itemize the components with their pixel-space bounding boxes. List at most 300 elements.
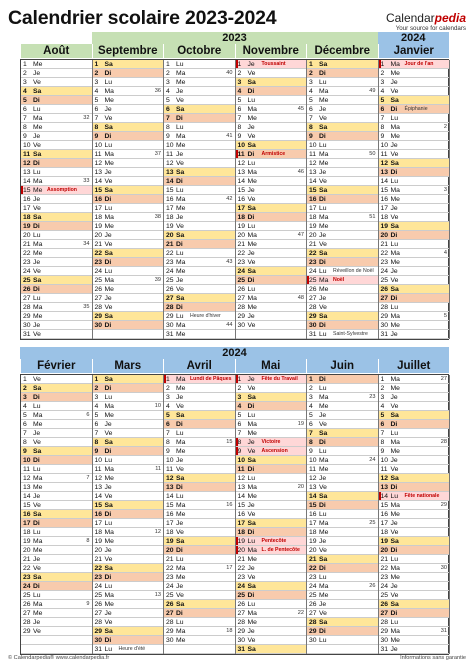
day-number: 31 (237, 646, 246, 653)
day-cell (379, 195, 450, 204)
day-number: 4 (380, 403, 385, 410)
day-cell (21, 213, 92, 222)
weekday-label: Lu (104, 583, 113, 590)
day-cell (93, 150, 164, 159)
day-number: 17 (94, 520, 103, 527)
day-cell (21, 303, 92, 312)
day-number: 21 (380, 556, 389, 563)
day-cell (21, 141, 92, 150)
weekday-label: Lu (247, 160, 256, 167)
day-cell (164, 222, 235, 231)
weekday-label: Ve (104, 430, 113, 437)
day-cell (236, 69, 307, 78)
weekday-label: Ve (176, 286, 184, 293)
day-cell (236, 177, 307, 186)
day-cell (236, 294, 307, 303)
day-number: 11 (94, 466, 102, 473)
day-number: 14 (237, 493, 246, 500)
day-number: 25 (166, 592, 174, 599)
day-cell (21, 411, 92, 420)
week-number: 12 (154, 529, 161, 535)
weekday-label: Sa (33, 151, 42, 158)
day-cell (307, 123, 378, 132)
weekday-label: Ma (176, 628, 186, 635)
day-number: 6 (166, 421, 170, 428)
day-number: 7 (309, 115, 313, 122)
day-number: 10 (94, 142, 103, 149)
day-cell (379, 627, 450, 636)
weekday-label: Di (390, 232, 398, 239)
day-number: 5 (309, 412, 313, 419)
day-number: 13 (94, 169, 103, 176)
day-cell (21, 204, 92, 213)
day-number: 8 (237, 124, 242, 131)
day-number: 19 (166, 223, 174, 230)
week-number: 3 (443, 187, 447, 193)
weekday-label: Lu (176, 313, 184, 320)
day-number: 19 (380, 223, 389, 230)
weekday-label: Je (390, 457, 398, 464)
month-column (236, 375, 308, 654)
week-number: 8 (86, 538, 90, 544)
day-number: 8 (166, 439, 170, 446)
week-number: 40 (226, 70, 233, 76)
day-cell (379, 393, 450, 402)
day-cell (93, 636, 164, 645)
day-cell (21, 420, 92, 429)
weekday-label: Lu (176, 250, 184, 257)
weekday-label: Ma (390, 376, 400, 383)
day-number: 22 (380, 250, 389, 257)
weekday-label: Ve (247, 637, 256, 644)
day-number: 2 (166, 385, 170, 392)
holiday-label: Épiphanie (404, 106, 428, 112)
weekday-label: Di (104, 322, 112, 329)
day-cell (21, 258, 92, 267)
weekday-label: Sa (247, 205, 256, 212)
weekday-label: Lu (33, 232, 41, 239)
day-number: 1 (94, 61, 99, 68)
weekday-label: Me (390, 259, 400, 266)
month-header: Novembre (235, 44, 307, 58)
day-cell (236, 114, 307, 123)
month-header: Octobre (163, 44, 235, 58)
weekday-label: Ma (33, 538, 43, 545)
day-number: 28 (23, 304, 31, 311)
day-cell (307, 420, 378, 429)
week-number: 28 (440, 439, 447, 445)
day-number: 20 (23, 547, 31, 554)
day-number: 17 (309, 205, 317, 212)
day-cell (307, 303, 378, 312)
day-number: 3 (237, 79, 242, 86)
day-number: 10 (380, 457, 389, 464)
day-cell (21, 537, 92, 546)
day-number: 11 (237, 466, 245, 473)
day-cell (93, 132, 164, 141)
weekday-label: Sa (33, 511, 42, 518)
day-number: 13 (309, 169, 317, 176)
day-cell (307, 78, 378, 87)
weekday-label: Me (33, 250, 43, 257)
day-number: 31 (380, 331, 389, 338)
weekday-label: Je (390, 79, 398, 86)
day-number: 13 (94, 484, 103, 491)
weekday-label: Di (176, 610, 183, 617)
day-cell (236, 546, 307, 555)
day-number: 5 (309, 97, 313, 104)
day-number: 18 (380, 529, 389, 536)
day-cell (307, 528, 378, 537)
day-cell (21, 105, 92, 114)
weekday-label: Sa (104, 628, 113, 635)
day-number: 23 (166, 259, 174, 266)
holiday-marker (236, 60, 238, 69)
day-number: 28 (309, 619, 317, 626)
day-cell (379, 609, 450, 618)
day-number: 17 (166, 520, 174, 527)
weekday-label: Ma (390, 187, 400, 194)
day-number: 13 (380, 484, 389, 491)
day-cell (379, 123, 450, 132)
weekday-label: Sa (104, 250, 113, 257)
weekday-label: Ma (319, 88, 329, 95)
day-number: 25 (94, 277, 103, 284)
month-header: Janvier (378, 44, 450, 58)
weekday-label: Me (319, 529, 329, 536)
weekday-label: Me (390, 70, 400, 77)
week-number: 6 (86, 412, 90, 418)
weekday-label: Ve (390, 214, 399, 221)
weekday-label: Me (104, 97, 114, 104)
weekday-label: Me (176, 268, 186, 275)
day-number: 27 (309, 295, 317, 302)
day-number: 27 (380, 610, 389, 617)
week-number: 25 (369, 520, 376, 526)
weekday-label: Sa (319, 187, 328, 194)
day-number: 24 (237, 583, 246, 590)
day-cell (379, 240, 450, 249)
weekday-label: Sa (319, 124, 328, 131)
day-cell (164, 159, 235, 168)
weekday-label: Ma (247, 610, 257, 617)
weekday-label: Di (390, 169, 398, 176)
weekday-label: Lu (319, 637, 327, 644)
holiday-label: Fête nationale (404, 493, 440, 499)
week-number: 45 (297, 106, 304, 112)
holiday-label: Noël (333, 277, 345, 283)
day-number: 2 (237, 70, 242, 77)
day-number: 17 (166, 205, 174, 212)
weekday-label: Ve (33, 376, 41, 383)
day-cell (379, 411, 450, 420)
day-number: 24 (237, 268, 246, 275)
weekday-label: Ve (33, 628, 41, 635)
day-cell (164, 600, 235, 609)
weekday-label: Sa (104, 376, 113, 383)
day-cell (236, 600, 307, 609)
weekday-label: Ve (104, 304, 113, 311)
day-number: 18 (166, 529, 174, 536)
day-number: 29 (94, 628, 103, 635)
footer-copyright: © Calendarpedia® www.calendarpedia.fr (8, 655, 110, 661)
weekday-label: Lu (319, 574, 327, 581)
day-cell (307, 573, 378, 582)
day-number: 6 (23, 106, 27, 113)
holiday-label: Ascension (261, 448, 288, 454)
day-cell (307, 141, 378, 150)
day-cell (21, 429, 92, 438)
day-cell (307, 618, 378, 627)
day-cell (93, 519, 164, 528)
weekday-label: Ve (247, 196, 256, 203)
weekday-label: Ve (104, 178, 113, 185)
weekday-label: Je (104, 169, 112, 176)
day-number: 4 (166, 88, 170, 95)
day-cell (307, 429, 378, 438)
weekday-label: Ma (104, 277, 114, 284)
day-cell (21, 627, 92, 636)
weekday-label: Sa (247, 142, 256, 149)
weekday-label: Ma (390, 439, 400, 446)
weekday-label: Je (176, 457, 184, 464)
weekday-label: Sa (176, 538, 185, 545)
day-number: 14 (309, 178, 317, 185)
day-cell (307, 285, 378, 294)
weekday-label: Me (176, 205, 186, 212)
week-number: 44 (226, 322, 233, 328)
day-cell (164, 420, 235, 429)
day-number: 3 (23, 79, 27, 86)
day-cell (93, 159, 164, 168)
day-number: 5 (94, 97, 99, 104)
day-number: 23 (237, 574, 246, 581)
day-cell (307, 636, 378, 645)
day-cell (21, 456, 92, 465)
weekday-label: Je (319, 601, 327, 608)
day-cell (236, 627, 307, 636)
month-column (164, 60, 236, 339)
day-cell (93, 186, 164, 195)
day-cell (93, 195, 164, 204)
day-cell (93, 600, 164, 609)
holiday-marker (236, 447, 238, 456)
day-number: 23 (166, 574, 174, 581)
day-number: 29 (380, 313, 389, 320)
week-number: 49 (369, 88, 376, 94)
weekday-label: Di (104, 511, 112, 518)
day-number: 18 (166, 214, 174, 221)
weekday-label: Ve (176, 466, 184, 473)
day-number: 4 (166, 403, 170, 410)
day-cell (236, 240, 307, 249)
day-cell (93, 429, 164, 438)
weekday-label: Ma (176, 376, 186, 383)
day-number: 29 (237, 313, 246, 320)
weekday-label: Lu (176, 61, 184, 68)
day-cell (21, 114, 92, 123)
day-cell (93, 483, 164, 492)
weekday-label: Lu (33, 295, 41, 302)
week-number: 30 (440, 565, 447, 571)
weekday-label: Sa (176, 412, 185, 419)
weekday-label: Lu (390, 556, 399, 563)
day-cell (236, 285, 307, 294)
day-cell (21, 195, 92, 204)
weekday-label: Ma (390, 628, 400, 635)
week-number: 43 (226, 259, 233, 265)
day-number: 2 (309, 385, 313, 392)
weekday-label: Ma (319, 583, 329, 590)
weekday-label: Je (176, 394, 184, 401)
holiday-marker (236, 438, 238, 447)
weekday-label: Ve (104, 241, 113, 248)
day-number: 22 (309, 250, 317, 257)
day-number: 1 (309, 61, 313, 68)
weekday-label: Lu (390, 304, 399, 311)
weekday-label: Je (104, 421, 112, 428)
week-number: 48 (297, 295, 304, 301)
day-number: 2 (166, 70, 170, 77)
weekday-label: Ma (33, 601, 43, 608)
week-number: 32 (83, 115, 90, 121)
weekday-label: Di (247, 214, 255, 221)
holiday-label: Saint-Sylvestre (333, 331, 368, 337)
day-number: 22 (94, 250, 103, 257)
weekday-label: Je (33, 259, 41, 266)
weekday-label: Ve (390, 151, 399, 158)
day-number: 19 (237, 223, 246, 230)
day-cell (164, 105, 235, 114)
day-number: 16 (309, 196, 317, 203)
day-number: 25 (309, 592, 317, 599)
weekday-label: Ma (104, 529, 114, 536)
weekday-label: Lu (104, 520, 113, 527)
day-number: 23 (309, 574, 317, 581)
day-number: 18 (309, 214, 317, 221)
day-number: 2 (23, 385, 27, 392)
day-number: 10 (380, 142, 389, 149)
weekday-label: Je (390, 205, 398, 212)
day-cell (164, 483, 235, 492)
weekday-label: Me (104, 223, 114, 230)
day-cell (164, 132, 235, 141)
weekday-label: Ma (247, 295, 257, 302)
day-number: 28 (380, 304, 389, 311)
weekday-label: Me (390, 133, 400, 140)
day-number: 25 (237, 277, 246, 284)
day-number: 26 (309, 601, 317, 608)
day-number: 31 (23, 331, 31, 338)
day-number: 28 (23, 619, 31, 626)
day-cell (379, 249, 450, 258)
day-cell (236, 402, 307, 411)
weekday-label: Me (104, 160, 114, 167)
day-cell (236, 447, 307, 456)
day-cell (93, 510, 164, 519)
day-number: 24 (309, 268, 317, 275)
day-number: 6 (237, 106, 242, 113)
weekday-label: Me (104, 601, 114, 608)
day-number: 20 (166, 232, 174, 239)
day-cell (307, 69, 378, 78)
day-number: 15 (94, 502, 103, 509)
day-cell (307, 60, 378, 69)
day-number: 20 (380, 232, 389, 239)
week-number: 42 (226, 196, 233, 202)
day-number: 7 (23, 430, 27, 437)
day-number: 8 (380, 439, 385, 446)
day-number: 24 (166, 268, 174, 275)
day-cell (236, 573, 307, 582)
weekday-label: Ma (104, 592, 114, 599)
day-cell (307, 546, 378, 555)
day-number: 8 (23, 124, 27, 131)
day-cell (164, 177, 235, 186)
day-cell (379, 69, 450, 78)
day-cell (21, 150, 92, 159)
weekday-label: Di (247, 403, 255, 410)
weekday-label: Ma (104, 88, 114, 95)
day-number: 10 (23, 457, 31, 464)
day-number: 6 (309, 421, 313, 428)
day-number: 7 (94, 115, 99, 122)
day-number: 27 (237, 610, 246, 617)
week-number: 36 (154, 88, 161, 94)
day-cell (21, 222, 92, 231)
day-cell (379, 285, 450, 294)
weekday-label: Je (247, 628, 255, 635)
day-cell (164, 213, 235, 222)
day-cell (21, 321, 92, 330)
day-cell (379, 465, 450, 474)
day-cell (307, 330, 378, 339)
day-cell (307, 510, 378, 519)
day-number: 12 (94, 160, 103, 167)
weekday-label: Sa (104, 439, 113, 446)
day-cell (379, 420, 450, 429)
weekday-label: Je (247, 187, 255, 194)
calendar-grid (20, 374, 449, 655)
day-cell (236, 384, 307, 393)
day-cell (236, 267, 307, 276)
day-cell (93, 573, 164, 582)
day-cell (21, 573, 92, 582)
weekday-label: Di (390, 484, 398, 491)
day-cell (164, 618, 235, 627)
day-cell (307, 465, 378, 474)
day-cell (21, 609, 92, 618)
day-number: 25 (166, 277, 174, 284)
weekday-label: Ma (33, 178, 43, 185)
day-cell (236, 510, 307, 519)
day-cell (379, 87, 450, 96)
day-cell (236, 213, 307, 222)
weekday-label: Sa (33, 277, 42, 284)
weekday-label: Me (390, 196, 400, 203)
day-number: 16 (380, 511, 389, 518)
day-cell (379, 402, 450, 411)
month-header: Août (20, 44, 92, 58)
day-cell (379, 105, 450, 114)
weekday-label: Lu (33, 592, 41, 599)
weekday-label: Je (319, 538, 327, 545)
day-cell (236, 429, 307, 438)
weekday-label: Di (176, 421, 183, 428)
day-number: 16 (166, 196, 174, 203)
day-number: 3 (166, 394, 170, 401)
weekday-label: Me (104, 286, 114, 293)
